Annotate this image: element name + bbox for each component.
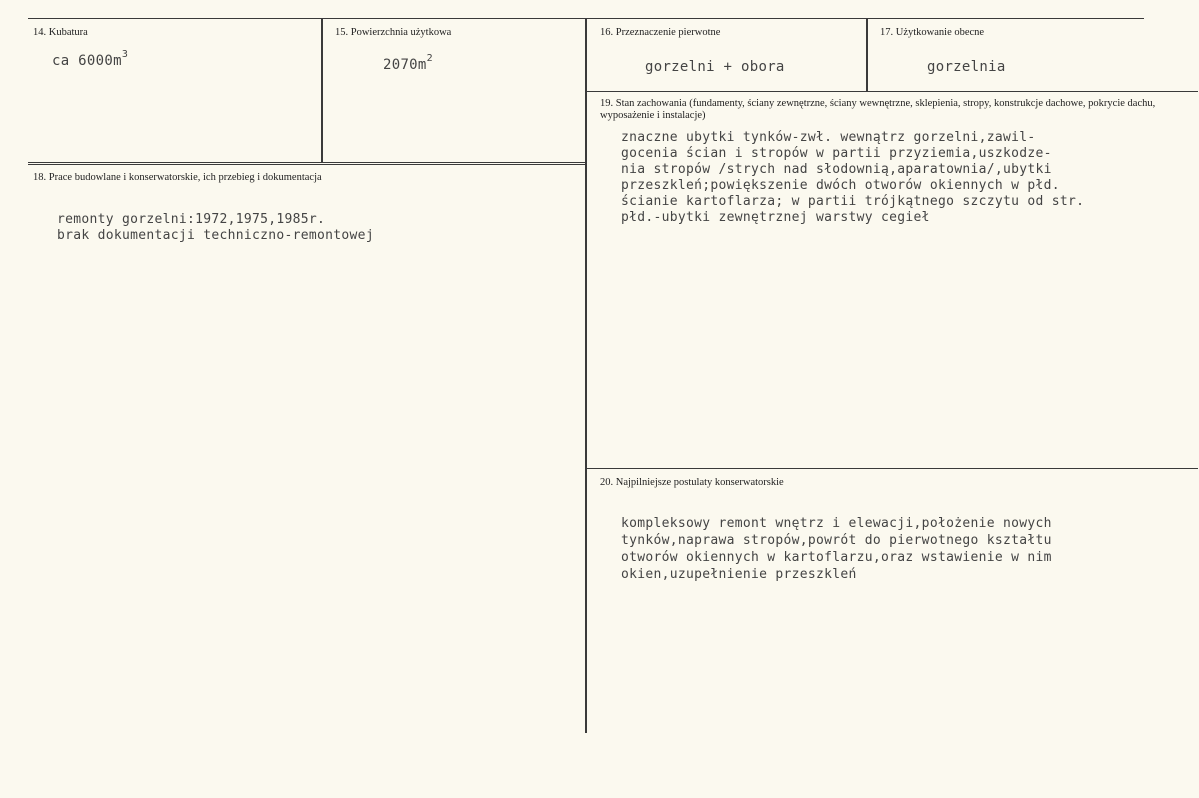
field18-line-1: remonty gorzelni:1972,1975,1985r.: [57, 212, 326, 227]
row1-divider-left: [28, 162, 586, 163]
field14-label: 14. Kubatura: [33, 27, 88, 38]
field15-superscript: 2: [426, 53, 433, 64]
field20-line-2: tynków,naprawa stropów,powrót do pierwotnego kształtu: [621, 533, 1052, 548]
field19-label: 19. Stan zachowania (fundamenty, ściany zewnętrzne, ściany wewnętrzne, sklepienia, stropy, konstrukcje dachowe, pokrycie dachu, wyposażenie i instalacje): [600, 98, 1156, 121]
field16-label: 16. Przeznaczenie pierwotne: [600, 27, 721, 38]
field20-line-4: okien,uzupełnienie przeszkleń: [621, 567, 857, 582]
divider-14-15: [321, 18, 323, 162]
field19-line-6: płd.-ubytki zewnętrznej warstwy cegieł: [621, 210, 930, 225]
field16-value: gorzelni + obora: [645, 59, 785, 75]
field14-value: [52, 49, 129, 71]
field18-label: 18. Prace budowlane i konserwatorskie, ich przebieg i dokumentacja: [33, 172, 322, 183]
field14-superscript: 3: [121, 49, 129, 60]
divider-16-17: [866, 18, 868, 91]
field17-value: gorzelnia: [927, 59, 1006, 75]
field17-label: 17. Użytkowanie obecne: [880, 27, 985, 38]
field20-divider: [586, 468, 1198, 469]
field15-value-text: 2070m: [383, 57, 427, 73]
field19-line-2: gocenia ścian i stropów w partii przyziemia,uszkodze-: [621, 146, 1052, 161]
field18-top-border: [28, 164, 586, 165]
field20-label: 20. Najpilniejsze postulaty konserwatorskie: [600, 477, 784, 488]
field15-value: [383, 53, 433, 75]
field15-label: 15. Powierzchnia użytkowa: [335, 27, 452, 38]
field18-line-2: brak dokumentacji techniczno-remontowej: [57, 228, 374, 243]
field20-line-1: kompleksowy remont wnętrz i elewacji,położenie nowych: [621, 516, 1052, 531]
field14-value-text: ca 6000m: [52, 53, 122, 69]
field19-line-3: nia stropów /strych nad słodownią,aparatownia/,ubytki: [621, 162, 1052, 177]
field19-line-4: przeszkleń;powiększenie dwóch otworów okiennych w płd.: [621, 178, 1060, 193]
field19-line-5: ścianie kartoflarza; w partii trójkątnego szczytu od str.: [621, 194, 1085, 209]
field20-line-3: otworów okiennych w kartoflarzu,oraz wstawienie w nim: [621, 550, 1052, 565]
field19-line-1: znaczne ubytki tynków-zwł. wewnątrz gorzelni,zawil-: [621, 130, 1036, 145]
center-divider: [585, 18, 587, 733]
row1-divider-right: [586, 91, 1198, 92]
